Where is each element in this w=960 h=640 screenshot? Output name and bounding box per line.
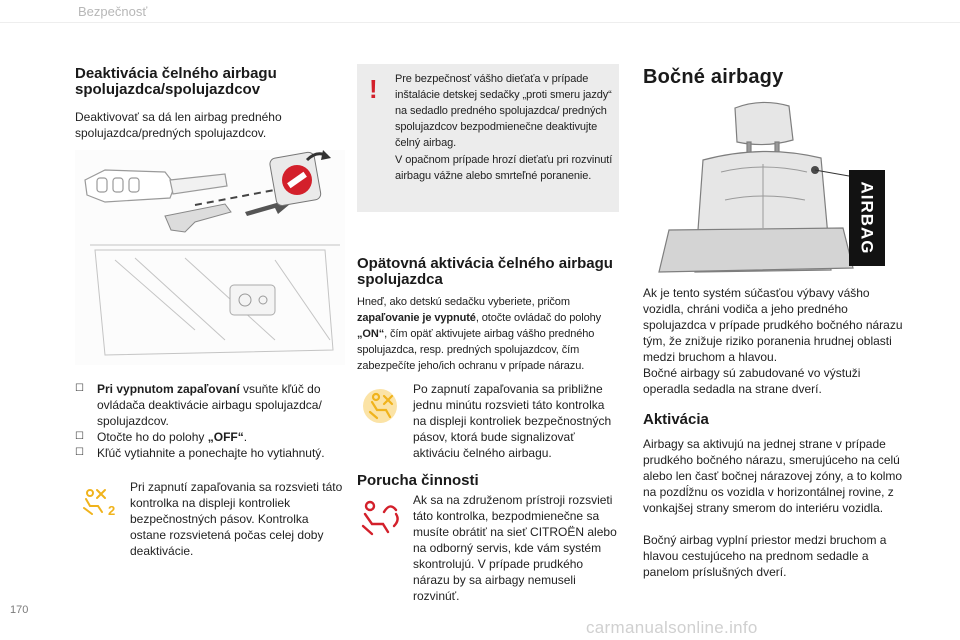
- deactivation-intro: Deaktivovať sa dá len airbag predného spolujazdca/predných spolujazdcov.: [75, 110, 282, 140]
- step-text: vsuňte kľúč do ovládača deaktivácie airbagu spolujazdca/ spolujazdcov.: [97, 382, 322, 428]
- running-header: Bezpečnosť: [78, 4, 148, 19]
- warning-box: [357, 64, 619, 212]
- reactivation-text-part: , čím opäť aktivujete airbag vášho predného spolujazdca, resp. predných spolujazdcov, čím zabezpečíte jeho/ich ochranu v prípade nárazu.: [357, 328, 595, 372]
- reactivation-bold-ignition: zapaľovanie je vypnuté: [357, 312, 476, 324]
- warning-text: Pre bezpečnosť vášho dieťaťa v prípade inštalácie detskej sedačky „proti smeru jazdy“ na sedadlo predného spolujazdca/ predných spolujazdcov bezpodmienečne deaktivujte čelný airbag.: [395, 73, 612, 149]
- side-airbags-intro: Ak je tento systém súčasťou výbavy vášho vozidla, chráni vodiča a jeho predného spolujazdca v prípade prudkého bočného nárazu tým, že znižuje riziko poranenia hrudnej oblasti medzi bruchom a hlavou.: [643, 286, 903, 364]
- warning-exclamation-icon: !: [369, 74, 378, 104]
- step-bold: Pri vypnutom zapaľovaní: [97, 382, 240, 396]
- activation-fill-text: Bočný airbag vyplní priestor medzi bruchom a hlavou cestujúceho na prednom sedadle a panelom príslušných dverí.: [643, 533, 887, 579]
- reactivation-bold-on: „ON“: [357, 328, 385, 340]
- activation-indicator-text: Po zapnutí zapaľovania sa približne jednu minútu rozsvieti táto kontrolka na displeji kontroliek bezpečnostných pásov, ktorá bude signalizovať aktiváciu čelného airbagu.: [413, 382, 612, 460]
- airbag-on-icon: [362, 388, 398, 424]
- deactivation-steps: [75, 381, 343, 461]
- header-divider: [0, 22, 960, 23]
- deactivation-title: Deaktivácia čelného airbagu spolujazdca/spolujazdcov: [75, 65, 277, 98]
- airbag-label-plate: [849, 170, 885, 266]
- step-text: Otočte ho do polohy: [97, 430, 208, 444]
- activation-title: Aktivácia: [643, 411, 709, 428]
- fault-text: Ak sa na združenom prístroji rozsvieti táto kontrolka, bezpodmienečne sa musíte obrátiť na sieť CITROËN alebo na odborný servis, kde vám systém skontrolujú. V prípade prudkého nárazu by sa airbagy nemuseli rozvinúť.: [413, 493, 617, 603]
- fault-title: Porucha činnosti: [357, 472, 479, 489]
- checkbox-bullet-icon: ☐: [75, 447, 84, 458]
- checkbox-bullet-icon: ☐: [75, 383, 84, 394]
- activation-text: Airbagy sa aktivujú na jednej strane v prípade prudkého bočného nárazu, smerujúceho na celú alebo len časť bočnej nárazovej zóny, a to kolmo na pozdĺžnu os vozidla v horizontálnej rovine, z vonkajšej strany smerom do interiéru vozidla.: [643, 437, 903, 515]
- checkbox-bullet-icon: ☐: [75, 431, 84, 442]
- key-switch-illustration: [75, 150, 345, 365]
- reactivation-text: [357, 294, 619, 374]
- step-text: Kľúč vytiahnite a ponechajte ho vytiahnutý.: [97, 446, 325, 460]
- step-text: .: [243, 430, 248, 444]
- airbag-fault-icon: [360, 500, 402, 538]
- watermark: carmanualsonline.info: [586, 618, 758, 637]
- passenger-airbag-off-icon: [80, 488, 120, 518]
- step-bold: „OFF“: [207, 430, 244, 444]
- side-airbags-title: Bočné airbagy: [643, 66, 784, 88]
- reactivation-text-part: Hneď, ako detskú sedačku vyberiete, pričom: [357, 296, 570, 308]
- step-item: [75, 429, 343, 445]
- step-item: [75, 445, 343, 461]
- svg-text:2: 2: [108, 503, 116, 518]
- reactivation-text-part: , otočte ovládač do polohy: [475, 312, 602, 324]
- page-number: 170: [10, 604, 29, 616]
- reactivation-title: Opätovná aktivácia čelného airbagu spolujazdca: [357, 255, 613, 288]
- side-airbags-location: Bočné airbagy sú zabudované vo výstuži operadla sedadla na strane dverí.: [643, 366, 861, 396]
- airbag-label: AIRBAG: [858, 181, 877, 255]
- step-item: [75, 381, 343, 429]
- warning-text-consequence: V opačnom prípade hrozí dieťaťu pri rozvinutí airbagu vážne alebo smrteľné poranenie.: [395, 154, 613, 182]
- deactivation-note: Pri zapnutí zapaľovania sa rozsvieti táto kontrolka na displeji kontroliek bezpečnostných pásov. Kontrolka ostane rozsvietená počas celej doby deaktivácie.: [130, 480, 343, 558]
